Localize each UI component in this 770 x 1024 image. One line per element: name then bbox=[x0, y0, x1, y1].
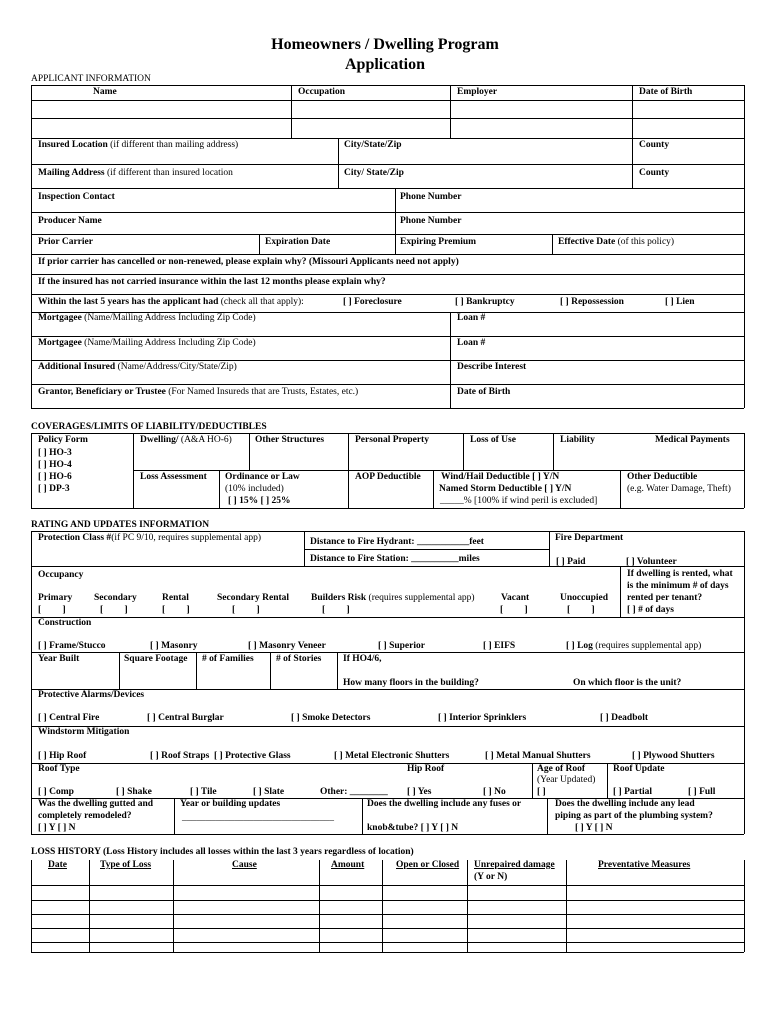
medical-payments-label: Medical Payments bbox=[655, 435, 730, 445]
fuses-question-2[interactable]: knob&tube? [ ] Y [ ] N bbox=[367, 823, 459, 833]
roof-age-field[interactable]: [ ] bbox=[537, 787, 546, 797]
secondary-rental-checkbox[interactable]: [ ] bbox=[232, 605, 260, 615]
year-updated-note: (Year Updated) bbox=[537, 775, 596, 785]
ordinance-or-law-label: Ordinance or Law bbox=[225, 472, 300, 482]
loss-col-unrepaired-sub: (Y or N) bbox=[474, 872, 508, 882]
ordinance-options[interactable]: [ ] 15% [ ] 25% bbox=[228, 496, 291, 506]
superior-checkbox[interactable]: [ ] Superior bbox=[378, 641, 425, 651]
full-checkbox[interactable]: [ ] Full bbox=[688, 787, 716, 797]
central-fire-checkbox[interactable]: [ ] Central Fire bbox=[38, 713, 100, 723]
lead-options[interactable]: [ ] Y [ ] N bbox=[575, 823, 613, 833]
eifs-checkbox[interactable]: [ ] EIFS bbox=[483, 641, 516, 651]
loss-of-use-label: Loss of Use bbox=[470, 435, 516, 445]
unoccupied-label: Unoccupied bbox=[560, 593, 609, 603]
loss-col-date: Date bbox=[48, 860, 67, 870]
expiration-date-label: Expiration Date bbox=[265, 237, 331, 247]
year-updates-label: Year or building updates bbox=[180, 799, 281, 809]
personal-property-label: Personal Property bbox=[355, 435, 429, 445]
gutted-options[interactable]: [ ] Y [ ] N bbox=[38, 823, 76, 833]
foreclosure-checkbox[interactable]: [ ] Foreclosure bbox=[343, 297, 402, 307]
year-updates-field[interactable]: ________________________________ bbox=[182, 813, 334, 823]
named-storm-deductible[interactable]: Named Storm Deductible [ ] Y/N bbox=[439, 484, 572, 494]
protection-class-label: Protection Class # bbox=[38, 533, 112, 543]
insured-location-label: Insured Location bbox=[38, 140, 108, 150]
plywood-shutters-checkbox[interactable]: [ ] Plywood Shutters bbox=[632, 751, 715, 761]
tile-checkbox[interactable]: [ ] Tile bbox=[190, 787, 217, 797]
builders-risk-note: (requires supplemental app) bbox=[368, 593, 475, 603]
effective-date-label: Effective Date bbox=[558, 237, 616, 247]
grantor-note: (For Named Insureds that are Trusts, Estates, etc.) bbox=[168, 387, 359, 397]
loss-history-note: (Loss History includes all losses within the last 3 years regardless of location) bbox=[103, 847, 414, 857]
additional-insured-note: (Name/Address/City/State/Zip) bbox=[117, 362, 237, 372]
construction-label: Construction bbox=[38, 618, 92, 628]
coverages-section-heading: COVERAGES/LIMITS OF LIABILITY/DEDUCTIBLES bbox=[31, 422, 267, 432]
secondary-rental-label: Secondary Rental bbox=[217, 593, 290, 603]
masonry-checkbox[interactable]: [ ] Masonry bbox=[150, 641, 198, 651]
grantor-label: Grantor, Beneficiary or Trustee bbox=[38, 387, 166, 397]
aop-deductible-label: AOP Deductible bbox=[355, 472, 421, 482]
builders-risk-checkbox[interactable]: [ ] bbox=[322, 605, 350, 615]
floors-question: How many floors in the building? bbox=[343, 678, 479, 688]
rental-label: Rental bbox=[162, 593, 189, 603]
roof-type-label: Roof Type bbox=[38, 764, 80, 774]
slate-checkbox[interactable]: [ ] Slate bbox=[253, 787, 285, 797]
metal-manual-shutters-checkbox[interactable]: [ ] Metal Manual Shutters bbox=[485, 751, 591, 761]
city-state-zip-label: City/State/Zip bbox=[344, 140, 402, 150]
frame-stucco-checkbox[interactable]: [ ] Frame/Stucco bbox=[38, 641, 106, 651]
volunteer-checkbox[interactable]: [ ] Volunteer bbox=[626, 557, 677, 567]
loss-assessment-label: Loss Assessment bbox=[140, 472, 207, 482]
mortgagee-label: Mortgagee bbox=[38, 313, 82, 323]
stories-label: # of Stories bbox=[276, 654, 322, 664]
unoccupied-checkbox[interactable]: [ ] bbox=[567, 605, 595, 615]
primary-checkbox[interactable]: [ ] bbox=[38, 605, 66, 615]
families-label: # of Families bbox=[202, 654, 254, 664]
rented-question-1: If dwelling is rented, what bbox=[627, 569, 733, 579]
roof-straps-checkbox[interactable]: [ ] Roof Straps bbox=[150, 751, 210, 761]
protective-glass-checkbox[interactable]: [ ] Protective Glass bbox=[214, 751, 291, 761]
mailing-address-label: Mailing Address bbox=[38, 168, 105, 178]
hip-roof-yes-checkbox[interactable]: [ ] Yes bbox=[407, 787, 432, 797]
expiring-premium-label: Expiring Premium bbox=[400, 237, 477, 247]
loss-history-heading: LOSS HISTORY bbox=[31, 847, 101, 857]
comp-checkbox[interactable]: [ ] Comp bbox=[38, 787, 74, 797]
wind-hail-deductible[interactable]: Wind/Hail Deductible [ ] Y/N bbox=[441, 472, 560, 482]
interior-sprinklers-checkbox[interactable]: [ ] Interior Sprinklers bbox=[438, 713, 527, 723]
mortgagee-note: (Name/Mailing Address Including Zip Code) bbox=[84, 313, 256, 323]
page-title: Homeowners / Dwelling Program bbox=[271, 36, 499, 53]
lien-checkbox[interactable]: [ ] Lien bbox=[665, 297, 695, 307]
ho4-checkbox[interactable]: [ ] HO-4 bbox=[38, 460, 72, 470]
rented-question-3: rented per tenant? bbox=[627, 593, 703, 603]
dp3-checkbox[interactable]: [ ] DP-3 bbox=[38, 484, 70, 494]
windstorm-mitigation-label: Windstorm Mitigation bbox=[38, 727, 130, 737]
vacant-label: Vacant bbox=[501, 593, 530, 603]
phone-number-label: Phone Number bbox=[400, 192, 462, 202]
roof-update-label: Roof Update bbox=[613, 764, 665, 774]
ho3-checkbox[interactable]: [ ] HO-3 bbox=[38, 448, 72, 458]
loan-number-label: Loan # bbox=[457, 313, 486, 323]
other-structures-label: Other Structures bbox=[255, 435, 325, 445]
mortgagee-note-2: (Name/Mailing Address Including Zip Code) bbox=[84, 338, 256, 348]
county-label: County bbox=[639, 140, 670, 150]
year-built-label: Year Built bbox=[38, 654, 80, 664]
effective-date-note: (of this policy) bbox=[617, 237, 675, 247]
hip-roof-label: Hip Roof bbox=[407, 764, 445, 774]
metal-electronic-shutters-checkbox[interactable]: [ ] Metal Electronic Shutters bbox=[334, 751, 450, 761]
fuses-question-1: Does the dwelling include any fuses or bbox=[367, 799, 522, 809]
name-label: Name bbox=[93, 87, 117, 97]
loss-col-type: Type of Loss bbox=[100, 860, 152, 870]
rental-checkbox[interactable]: [ ] bbox=[162, 605, 190, 615]
fire-hydrant-distance[interactable]: Distance to Fire Hydrant: ___________feet bbox=[310, 537, 484, 547]
loss-col-amount: Amount bbox=[331, 860, 365, 870]
shake-checkbox[interactable]: [ ] Shake bbox=[116, 787, 152, 797]
primary-label: Primary bbox=[38, 593, 73, 603]
county-label-2: County bbox=[639, 168, 670, 178]
masonry-veneer-checkbox[interactable]: [ ] Masonry Veneer bbox=[248, 641, 326, 651]
prior-cancelled-question: If prior carrier has cancelled or non-renewed, please explain why? (Missouri Applicants need not apply) bbox=[38, 257, 459, 267]
other-roof-field[interactable]: Other: ________ bbox=[320, 787, 388, 797]
within-5-years-label: Within the last 5 years has the applicant had bbox=[38, 297, 219, 307]
policy-form-label: Policy Form bbox=[38, 435, 88, 445]
not-carried-question: If the insured has not carried insurance within the last 12 months please explain why? bbox=[38, 277, 386, 287]
rented-days-field[interactable]: [ ] # of days bbox=[627, 605, 674, 615]
hip-roof-checkbox[interactable]: [ ] Hip Roof bbox=[38, 751, 87, 761]
other-deductible-label: Other Deductible bbox=[627, 472, 698, 482]
lead-question-1: Does the dwelling include any lead bbox=[555, 799, 695, 809]
insured-location-note: (if different than mailing address) bbox=[110, 140, 239, 150]
vacant-checkbox[interactable]: [ ] bbox=[500, 605, 528, 615]
central-burglar-checkbox[interactable]: [ ] Central Burglar bbox=[147, 713, 224, 723]
deadbolt-checkbox[interactable]: [ ] Deadbolt bbox=[600, 713, 649, 723]
liability-label: Liability bbox=[560, 435, 595, 445]
additional-insured-label: Additional Insured bbox=[38, 362, 116, 372]
secondary-checkbox[interactable]: [ ] bbox=[100, 605, 128, 615]
rating-section-heading: RATING AND UPDATES INFORMATION bbox=[31, 520, 210, 530]
date-of-birth-label-2: Date of Birth bbox=[457, 387, 511, 397]
mailing-address-note: (if different than insured location bbox=[106, 168, 233, 178]
protective-alarms-label: Protective Alarms/Devices bbox=[38, 690, 145, 700]
log-checkbox[interactable]: [ ] Log bbox=[566, 641, 593, 651]
loss-col-open-closed: Open or Closed bbox=[396, 860, 460, 870]
square-footage-label: Square Footage bbox=[124, 654, 188, 664]
ho6-checkbox[interactable]: [ ] HO-6 bbox=[38, 472, 72, 482]
loss-col-cause: Cause bbox=[232, 860, 257, 870]
date-of-birth-label: Date of Birth bbox=[639, 87, 693, 97]
loss-col-preventative: Preventative Measures bbox=[598, 860, 691, 870]
inspection-contact-label: Inspection Contact bbox=[38, 192, 115, 202]
gutted-question-1: Was the dwelling gutted and bbox=[38, 799, 154, 809]
producer-name-label: Producer Name bbox=[38, 216, 102, 226]
lead-question-2: piping as part of the plumbing system? bbox=[555, 811, 713, 821]
occupancy-label: Occupancy bbox=[38, 570, 84, 580]
fire-station-distance[interactable]: Distance to Fire Station: __________miles bbox=[310, 554, 480, 564]
phone-number-label-2: Phone Number bbox=[400, 216, 462, 226]
loss-col-unrepaired: Unrepaired damage bbox=[474, 860, 555, 870]
bankruptcy-checkbox[interactable]: [ ] Bankruptcy bbox=[455, 297, 515, 307]
protection-class-note: (if PC 9/10, requires supplemental app) bbox=[111, 533, 262, 543]
dwelling-note: (A&A HO-6) bbox=[180, 435, 232, 445]
occupation-label: Occupation bbox=[298, 87, 345, 97]
rented-question-2: is the minimum # of days bbox=[627, 581, 729, 591]
smoke-detectors-checkbox[interactable]: [ ] Smoke Detectors bbox=[291, 713, 371, 723]
builders-risk-label: Builders Risk bbox=[311, 593, 367, 603]
page-subtitle: Application bbox=[344, 56, 425, 73]
age-of-roof-label: Age of Roof bbox=[537, 764, 586, 774]
which-floor-question: On which floor is the unit? bbox=[573, 678, 682, 688]
secondary-label: Secondary bbox=[94, 593, 137, 603]
gutted-question-2: completely remodeled? bbox=[38, 811, 132, 821]
describe-interest-label: Describe Interest bbox=[457, 362, 527, 372]
other-deductible-note: (e.g. Water Damage, Theft) bbox=[627, 484, 731, 494]
employer-label: Employer bbox=[457, 87, 498, 97]
dwelling-label: Dwelling/ bbox=[140, 435, 179, 445]
wind-percent-field[interactable]: _____% [100% if wind peril is excluded] bbox=[440, 496, 598, 506]
within-5-years-note: (check all that apply): bbox=[220, 297, 304, 307]
city-state-zip-label-2: City/ State/Zip bbox=[344, 168, 404, 178]
loan-number-label-2: Loan # bbox=[457, 338, 486, 348]
partial-checkbox[interactable]: [ ] Partial bbox=[613, 787, 653, 797]
applicant-section-heading: APPLICANT INFORMATION bbox=[31, 74, 151, 84]
hip-roof-no-checkbox[interactable]: [ ] No bbox=[483, 787, 506, 797]
paid-checkbox[interactable]: [ ] Paid bbox=[556, 557, 586, 567]
prior-carrier-label: Prior Carrier bbox=[38, 237, 93, 247]
fire-department-label: Fire Department bbox=[555, 533, 624, 543]
mortgagee-label-2: Mortgagee bbox=[38, 338, 82, 348]
ordinance-note: (10% included) bbox=[225, 484, 284, 494]
repossession-checkbox[interactable]: [ ] Repossession bbox=[560, 297, 624, 307]
log-note: (requires supplemental app) bbox=[595, 641, 702, 651]
ho46-label: If HO4/6, bbox=[343, 654, 382, 664]
